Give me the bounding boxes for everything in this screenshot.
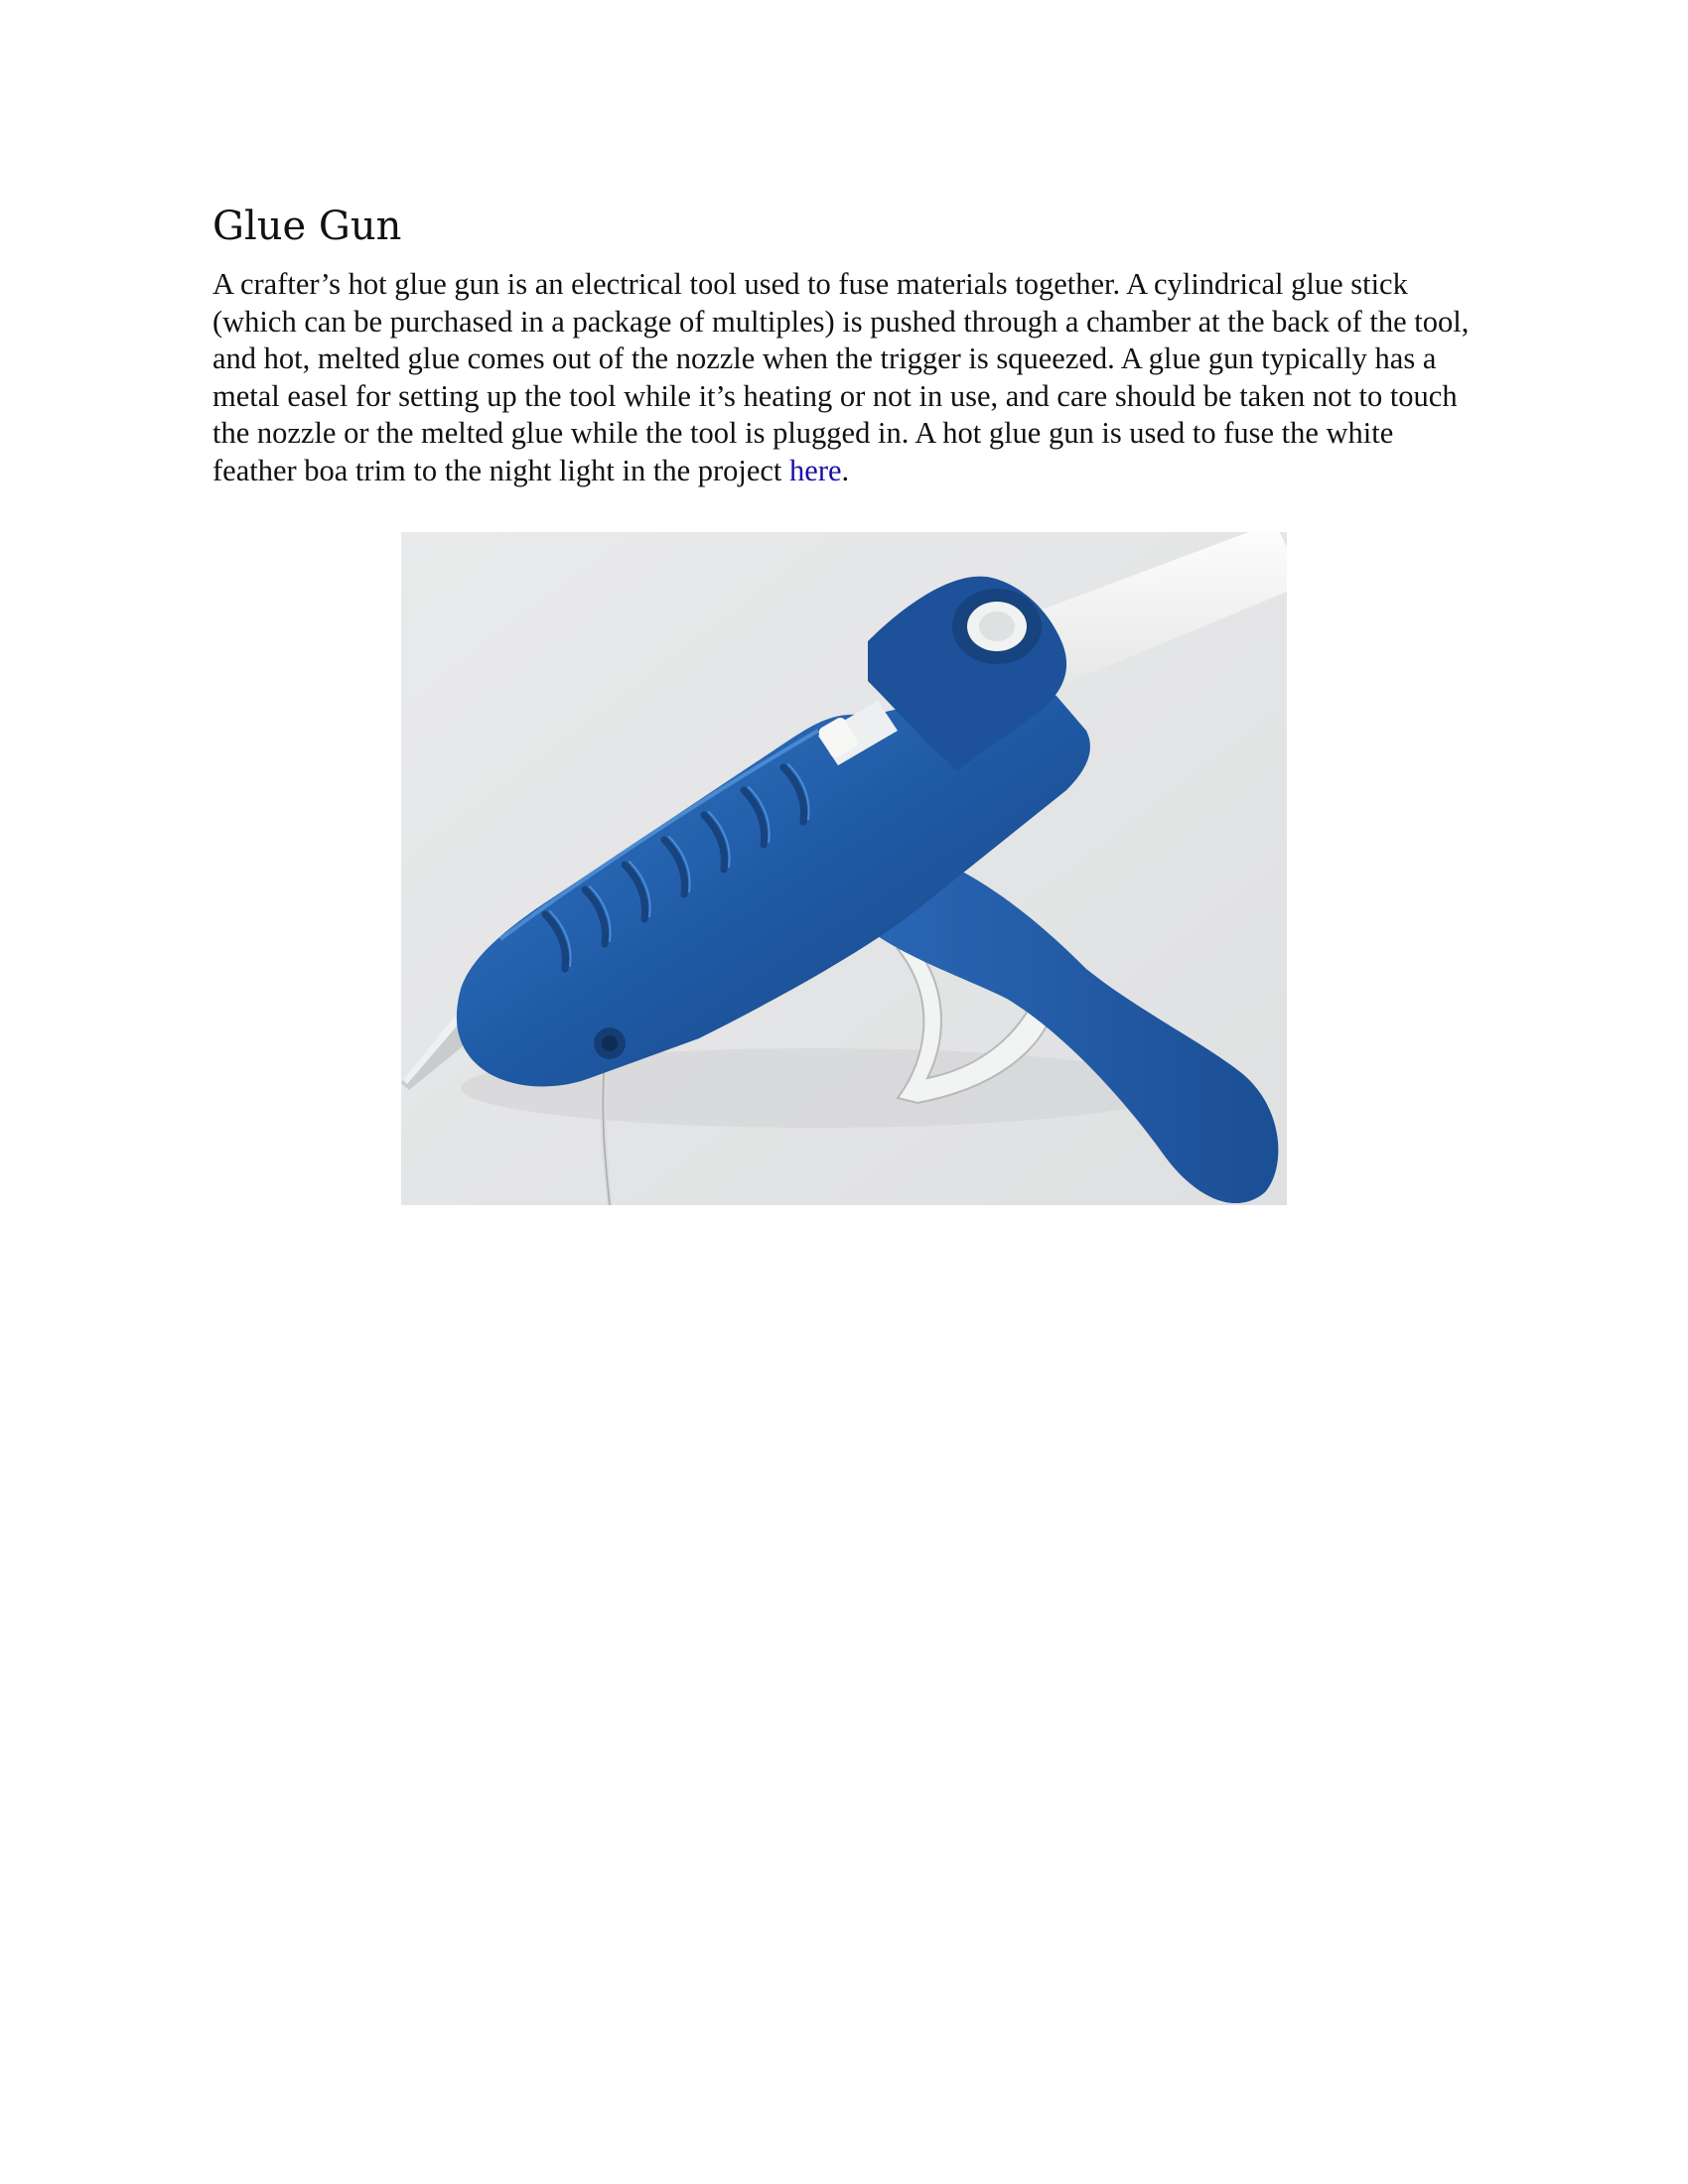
project-link[interactable]: here: [789, 453, 842, 487]
glue-gun-figure: [401, 532, 1287, 1205]
paragraph-text: A crafter’s hot glue gun is an electrical tool used to fuse materials together. A cylindrical glue stick (which can be purchased in a package of multiples) is pushed through a chamber at the back of the tool, and hot, melted glue comes out of the nozzle when the trigger is squeezed. A glue gun typically has a metal easel for setting up the tool while it’s heating or not in use, and care should be taken not to touch the nozzle or the melted glue while the tool is plugged in. A hot glue gun is used to fuse the white feather boa trim to the night light in the project: [212, 267, 1470, 487]
paragraph-end: .: [841, 453, 850, 487]
description-paragraph: [212, 266, 1474, 489]
page-title: Glue Gun: [212, 204, 402, 249]
glue-gun-photo: [401, 532, 1287, 1205]
